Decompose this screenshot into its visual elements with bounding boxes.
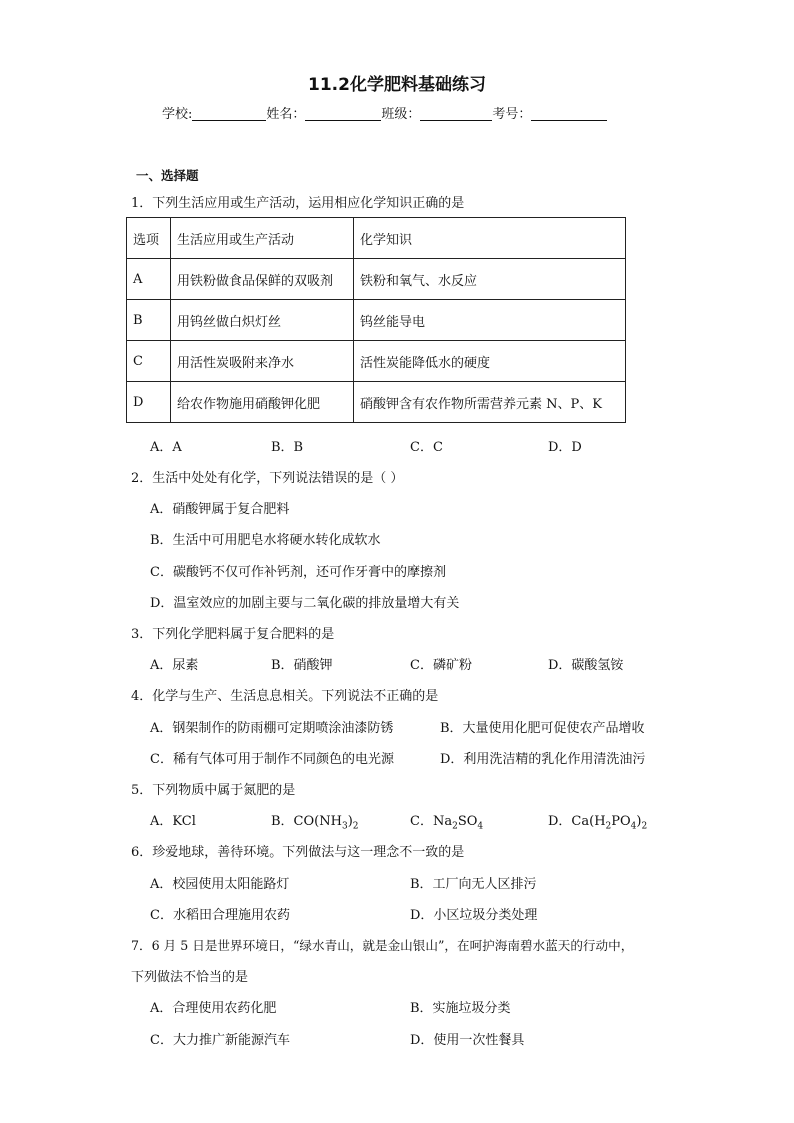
table-cell: 钨丝能导电 (354, 300, 626, 341)
q4-option-b[interactable]: B．大量使用化肥可促使农产品增收 (440, 721, 645, 736)
q7-option-d[interactable]: D．使用一次性餐具 (410, 1033, 525, 1048)
q2-option-a[interactable]: A．硝酸钾属于复合肥料 (150, 502, 290, 517)
question-2: 2．生活中处处有化学，下列说法错误的是（ ） (131, 471, 404, 486)
formula-subscript: 4 (630, 821, 637, 832)
formula-part: C．Na (410, 814, 453, 829)
question-4: 4．化学与生产、生活息息相关。下列说法不正确的是 (131, 689, 439, 704)
q4-option-c[interactable]: C．稀有气体可用于制作不同颜色的电光源 (150, 752, 394, 767)
question-7-line-1: 7．6 月 5 日是世界环境日，“绿水青山，就是金山银山”，在呵护海南碧水蓝天的行动中， (131, 938, 634, 953)
table-header-cell: 生活应用或生产活动 (171, 218, 354, 259)
table-cell: D (127, 382, 171, 423)
student-info-line (162, 103, 607, 122)
q2-option-c[interactable]: C．碳酸钙不仅可作补钙剂，还可作牙膏中的摩擦剂 (150, 565, 446, 580)
name-label: 姓名： (266, 107, 306, 122)
name-blank[interactable] (305, 106, 381, 121)
table-row (127, 300, 626, 341)
table-row (127, 259, 626, 300)
formula-subscript: 2 (641, 821, 648, 832)
table-cell: 给农作物施用硝酸钾化肥 (171, 382, 354, 423)
table-row (127, 382, 626, 423)
question-5: 5．下列物质中属于氮肥的是 (131, 783, 296, 798)
q1-option-b[interactable]: B．B (271, 440, 304, 455)
number-label: 考号： (492, 107, 532, 122)
q3-option-b[interactable]: B．硝酸钾 (271, 658, 333, 673)
q6-option-c[interactable]: C．水稻田合理施用农药 (150, 908, 290, 923)
q3-option-d[interactable]: D．碳酸氢铵 (548, 658, 624, 673)
q5-option-c[interactable] (410, 810, 483, 832)
q3-option-a[interactable]: A．尿素 (150, 658, 199, 673)
table-header-row (127, 218, 626, 259)
q5-option-d[interactable] (548, 810, 647, 832)
q6-option-b[interactable]: B．工厂向无人区排污 (410, 877, 537, 892)
q7-option-b[interactable]: B．实施垃圾分类 (410, 1001, 511, 1016)
q1-option-d[interactable]: D．D (548, 440, 582, 455)
table-cell: 活性炭能降低水的硬度 (354, 341, 626, 382)
table-cell: 用活性炭吸附来净水 (171, 341, 354, 382)
q2-option-b[interactable]: B．生活中可用肥皂水将硬水转化成软水 (150, 533, 381, 548)
q4-option-a[interactable]: A．钢架制作的防雨棚可定期喷涂油漆防锈 (150, 721, 394, 736)
table-header-cell: 选项 (127, 218, 171, 259)
formula-part: D．Ca(H (548, 814, 606, 829)
formula-subscript: 3 (341, 821, 348, 832)
formula-part: SO (457, 814, 478, 829)
school-blank[interactable] (192, 106, 266, 121)
formula-part: PO (611, 814, 631, 829)
table-cell: 用铁粉做食品保鲜的双吸剂 (171, 259, 354, 300)
formula-subscript: 2 (605, 821, 612, 832)
q5-option-a[interactable]: A．KCl (150, 814, 196, 829)
formula-subscript: 2 (452, 821, 458, 832)
table-cell: 铁粉和氧气、水反应 (354, 259, 626, 300)
q1-option-c[interactable]: C．C (410, 440, 443, 455)
class-blank[interactable] (420, 106, 492, 121)
section-heading: 一、选择题 (136, 168, 199, 183)
q1-option-a[interactable]: A．A (150, 440, 182, 455)
question-1-table (126, 217, 626, 423)
q3-option-c[interactable]: C．磷矿粉 (410, 658, 472, 673)
class-label: 班级： (381, 107, 421, 122)
q7-option-c[interactable]: C．大力推广新能源汽车 (150, 1033, 290, 1048)
question-3: 3．下列化学肥料属于复合肥料的是 (131, 627, 335, 642)
question-1: 1．下列生活应用或生产活动，运用相应化学知识正确的是 (131, 196, 465, 211)
q4-option-d[interactable]: D．利用洗洁精的乳化作用清洗油污 (440, 752, 646, 767)
table-row (127, 341, 626, 382)
question-7-line-2: 下列做法不恰当的是 (131, 970, 249, 985)
table-cell: C (127, 341, 171, 382)
q6-option-a[interactable]: A．校园使用太阳能路灯 (150, 877, 290, 892)
table-cell: A (127, 259, 171, 300)
q6-option-d[interactable]: D．小区垃圾分类处理 (410, 908, 538, 923)
q7-option-a[interactable]: A．合理使用农药化肥 (150, 1001, 277, 1016)
formula-subscript: 2 (352, 821, 359, 832)
question-6: 6．珍爱地球，善待环境。下列做法与这一理念不一致的是 (131, 845, 465, 860)
q5-option-b[interactable] (271, 810, 359, 832)
table-cell: B (127, 300, 171, 341)
formula-part: ) (347, 814, 353, 829)
formula-subscript: 4 (477, 821, 484, 832)
school-label: 学校: (162, 107, 193, 122)
page-title: 11.2化学肥料基础练习 (308, 75, 486, 95)
number-blank[interactable] (531, 106, 607, 121)
formula-part: B．CO(NH (271, 814, 342, 829)
table-header-cell: 化学知识 (354, 218, 626, 259)
table-cell: 硝酸钾含有农作物所需营养元素 N、P、K (354, 382, 626, 423)
q2-option-d[interactable]: D．温室效应的加剧主要与二氧化碳的排放量增大有关 (150, 596, 460, 611)
table-cell: 用钨丝做白炽灯丝 (171, 300, 354, 341)
formula-part: ) (636, 814, 642, 829)
